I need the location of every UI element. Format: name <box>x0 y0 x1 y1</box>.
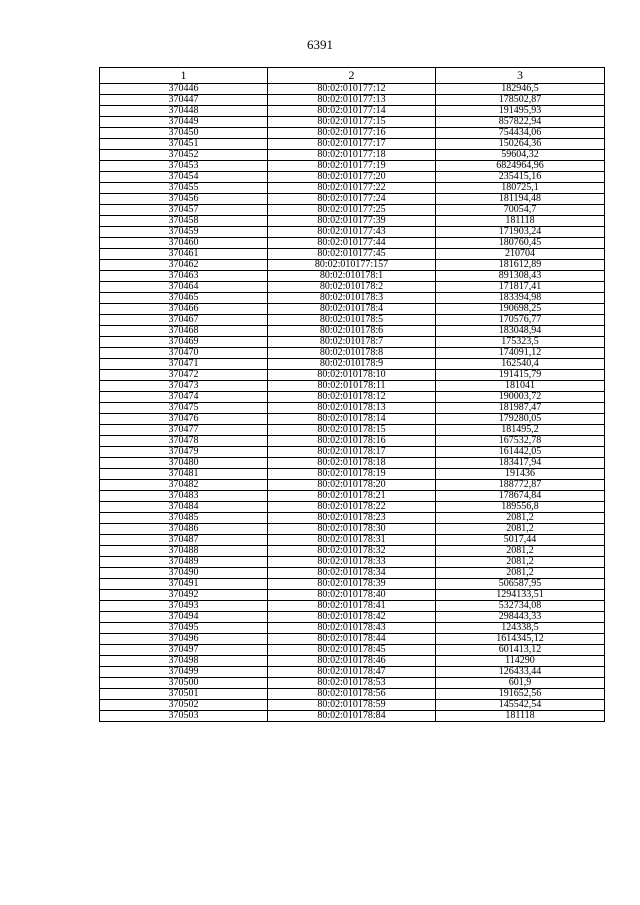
value-cell: 150264,36 <box>436 139 605 150</box>
row-number-cell: 370458 <box>100 216 268 227</box>
row-number-cell: 370491 <box>100 579 268 590</box>
row-number-cell: 370448 <box>100 106 268 117</box>
cadastral-number-cell: 80:02:010177:44 <box>268 238 436 249</box>
value-cell: 2081,2 <box>436 513 605 524</box>
table-row <box>100 326 605 337</box>
cadastral-number-cell: 80:02:010178:59 <box>268 700 436 711</box>
cadastral-number-cell: 80:02:010178:10 <box>268 370 436 381</box>
cadastral-number-cell: 80:02:010178:6 <box>268 326 436 337</box>
table-row <box>100 645 605 656</box>
cadastral-number-cell: 80:02:010178:46 <box>268 656 436 667</box>
row-number-cell: 370449 <box>100 117 268 128</box>
table-row <box>100 216 605 227</box>
cadastral-number-cell: 80:02:010178:42 <box>268 612 436 623</box>
cadastral-number-cell: 80:02:010178:34 <box>268 568 436 579</box>
value-cell: 174091,12 <box>436 348 605 359</box>
cadastral-number-cell: 80:02:010178:17 <box>268 447 436 458</box>
table-row <box>100 546 605 557</box>
table-row <box>100 315 605 326</box>
row-number-cell: 370497 <box>100 645 268 656</box>
row-number-cell: 370460 <box>100 238 268 249</box>
cadastral-number-cell: 80:02:010178:8 <box>268 348 436 359</box>
value-cell: 191652,56 <box>436 689 605 700</box>
cadastral-number-cell: 80:02:010178:53 <box>268 678 436 689</box>
value-cell: 857822,94 <box>436 117 605 128</box>
value-cell: 178502,87 <box>436 95 605 106</box>
table-row <box>100 480 605 491</box>
table-row <box>100 656 605 667</box>
value-cell: 183394,98 <box>436 293 605 304</box>
table-row <box>100 601 605 612</box>
row-number-cell: 370494 <box>100 612 268 623</box>
row-number-cell: 370487 <box>100 535 268 546</box>
row-number-cell: 370462 <box>100 260 268 271</box>
cadastral-number-cell: 80:02:010177:157 <box>268 260 436 271</box>
table-row <box>100 678 605 689</box>
table-row <box>100 128 605 139</box>
value-cell: 181118 <box>436 711 605 722</box>
value-cell: 181041 <box>436 381 605 392</box>
cadastral-number-cell: 80:02:010178:43 <box>268 623 436 634</box>
row-number-cell: 370446 <box>100 84 268 95</box>
cadastral-number-cell: 80:02:010178:16 <box>268 436 436 447</box>
table-row <box>100 403 605 414</box>
row-number-cell: 370496 <box>100 634 268 645</box>
cadastral-number-cell: 80:02:010178:4 <box>268 304 436 315</box>
cadastral-number-cell: 80:02:010178:20 <box>268 480 436 491</box>
cadastral-number-cell: 80:02:010177:20 <box>268 172 436 183</box>
cadastral-number-cell: 80:02:010178:13 <box>268 403 436 414</box>
column-header-1: 1 <box>100 68 268 84</box>
row-number-cell: 370489 <box>100 557 268 568</box>
row-number-cell: 370453 <box>100 161 268 172</box>
row-number-cell: 370479 <box>100 447 268 458</box>
header-row <box>100 68 605 84</box>
value-cell: 191495,93 <box>436 106 605 117</box>
cadastral-number-cell: 80:02:010177:16 <box>268 128 436 139</box>
value-cell: 70054,7 <box>436 205 605 216</box>
value-cell: 124338,5 <box>436 623 605 634</box>
table-row <box>100 348 605 359</box>
value-cell: 181495,2 <box>436 425 605 436</box>
table-row <box>100 84 605 95</box>
cadastral-number-cell: 80:02:010178:19 <box>268 469 436 480</box>
value-cell: 183048,94 <box>436 326 605 337</box>
table-row <box>100 700 605 711</box>
table-row <box>100 689 605 700</box>
row-number-cell: 370447 <box>100 95 268 106</box>
row-number-cell: 370474 <box>100 392 268 403</box>
cadastral-number-cell: 80:02:010178:32 <box>268 546 436 557</box>
row-number-cell: 370502 <box>100 700 268 711</box>
table-row <box>100 381 605 392</box>
value-cell: 161442,05 <box>436 447 605 458</box>
value-cell: 891308,43 <box>436 271 605 282</box>
row-number-cell: 370492 <box>100 590 268 601</box>
cadastral-number-cell: 80:02:010177:15 <box>268 117 436 128</box>
table-row <box>100 172 605 183</box>
table-row <box>100 568 605 579</box>
row-number-cell: 370450 <box>100 128 268 139</box>
row-number-cell: 370475 <box>100 403 268 414</box>
row-number-cell: 370486 <box>100 524 268 535</box>
value-cell: 1614345,12 <box>436 634 605 645</box>
row-number-cell: 370501 <box>100 689 268 700</box>
table-row <box>100 469 605 480</box>
cadastral-number-cell: 80:02:010178:22 <box>268 502 436 513</box>
value-cell: 210704 <box>436 249 605 260</box>
table-row <box>100 623 605 634</box>
value-cell: 2081,2 <box>436 557 605 568</box>
row-number-cell: 370490 <box>100 568 268 579</box>
cadastral-number-cell: 80:02:010178:1 <box>268 271 436 282</box>
cadastral-number-cell: 80:02:010178:21 <box>268 491 436 502</box>
cadastral-number-cell: 80:02:010177:18 <box>268 150 436 161</box>
table-row <box>100 161 605 172</box>
cadastral-number-cell: 80:02:010177:14 <box>268 106 436 117</box>
column-header-2: 2 <box>268 68 436 84</box>
table-row <box>100 205 605 216</box>
cadastral-number-cell: 80:02:010178:45 <box>268 645 436 656</box>
table-row <box>100 502 605 513</box>
cadastral-number-cell: 80:02:010177:22 <box>268 183 436 194</box>
value-cell: 189556,8 <box>436 502 605 513</box>
cadastral-number-cell: 80:02:010178:3 <box>268 293 436 304</box>
cadastral-number-cell: 80:02:010178:11 <box>268 381 436 392</box>
table-row <box>100 711 605 722</box>
table-row <box>100 370 605 381</box>
value-cell: 59604,32 <box>436 150 605 161</box>
table-row <box>100 612 605 623</box>
row-number-cell: 370476 <box>100 414 268 425</box>
row-number-cell: 370459 <box>100 227 268 238</box>
row-number-cell: 370467 <box>100 315 268 326</box>
value-cell: 298443,33 <box>436 612 605 623</box>
cadastral-number-cell: 80:02:010178:31 <box>268 535 436 546</box>
table-row <box>100 117 605 128</box>
value-cell: 1294133,51 <box>436 590 605 601</box>
row-number-cell: 370480 <box>100 458 268 469</box>
table-row <box>100 183 605 194</box>
value-cell: 532734,08 <box>436 601 605 612</box>
value-cell: 126433,44 <box>436 667 605 678</box>
row-number-cell: 370482 <box>100 480 268 491</box>
column-header-3: 3 <box>436 68 605 84</box>
table-row <box>100 524 605 535</box>
value-cell: 171817,41 <box>436 282 605 293</box>
row-number-cell: 370485 <box>100 513 268 524</box>
table-row <box>100 304 605 315</box>
table-row <box>100 557 605 568</box>
value-cell: 179280,05 <box>436 414 605 425</box>
row-number-cell: 370499 <box>100 667 268 678</box>
row-number-cell: 370484 <box>100 502 268 513</box>
value-cell: 2081,2 <box>436 524 605 535</box>
cadastral-number-cell: 80:02:010178:30 <box>268 524 436 535</box>
row-number-cell: 370456 <box>100 194 268 205</box>
cadastral-number-cell: 80:02:010177:43 <box>268 227 436 238</box>
cadastral-number-cell: 80:02:010178:47 <box>268 667 436 678</box>
row-number-cell: 370478 <box>100 436 268 447</box>
cadastral-number-cell: 80:02:010177:13 <box>268 95 436 106</box>
value-cell: 170576,77 <box>436 315 605 326</box>
table-row <box>100 282 605 293</box>
table-row <box>100 238 605 249</box>
table-row <box>100 293 605 304</box>
table-row <box>100 260 605 271</box>
cadastral-number-cell: 80:02:010178:39 <box>268 579 436 590</box>
value-cell: 191436 <box>436 469 605 480</box>
table-row <box>100 447 605 458</box>
table-row <box>100 227 605 238</box>
value-cell: 178674,84 <box>436 491 605 502</box>
cadastral-number-cell: 80:02:010178:56 <box>268 689 436 700</box>
table-row <box>100 634 605 645</box>
value-cell: 2081,2 <box>436 568 605 579</box>
value-cell: 754434,06 <box>436 128 605 139</box>
cadastral-number-cell: 80:02:010178:33 <box>268 557 436 568</box>
registry-table <box>99 67 605 722</box>
cadastral-number-cell: 80:02:010177:12 <box>268 84 436 95</box>
value-cell: 175323,5 <box>436 337 605 348</box>
value-cell: 183417,94 <box>436 458 605 469</box>
table-row <box>100 392 605 403</box>
page-number: 6391 <box>307 37 333 52</box>
table-row <box>100 436 605 447</box>
cadastral-number-cell: 80:02:010178:18 <box>268 458 436 469</box>
row-number-cell: 370455 <box>100 183 268 194</box>
table-row <box>100 194 605 205</box>
table-row <box>100 271 605 282</box>
row-number-cell: 370483 <box>100 491 268 502</box>
value-cell: 171903,24 <box>436 227 605 238</box>
row-number-cell: 370469 <box>100 337 268 348</box>
cadastral-number-cell: 80:02:010177:19 <box>268 161 436 172</box>
table-row <box>100 337 605 348</box>
cadastral-number-cell: 80:02:010178:44 <box>268 634 436 645</box>
value-cell: 180760,45 <box>436 238 605 249</box>
value-cell: 180725,1 <box>436 183 605 194</box>
value-cell: 190003,72 <box>436 392 605 403</box>
row-number-cell: 370498 <box>100 656 268 667</box>
row-number-cell: 370463 <box>100 271 268 282</box>
cadastral-number-cell: 80:02:010178:40 <box>268 590 436 601</box>
table-row <box>100 106 605 117</box>
table-row <box>100 513 605 524</box>
value-cell: 601,9 <box>436 678 605 689</box>
row-number-cell: 370468 <box>100 326 268 337</box>
value-cell: 181194,48 <box>436 194 605 205</box>
row-number-cell: 370493 <box>100 601 268 612</box>
row-number-cell: 370461 <box>100 249 268 260</box>
row-number-cell: 370477 <box>100 425 268 436</box>
table-row <box>100 667 605 678</box>
row-number-cell: 370500 <box>100 678 268 689</box>
row-number-cell: 370471 <box>100 359 268 370</box>
table-body <box>100 84 605 722</box>
table-row <box>100 249 605 260</box>
value-cell: 145542,54 <box>436 700 605 711</box>
value-cell: 190698,25 <box>436 304 605 315</box>
value-cell: 114290 <box>436 656 605 667</box>
row-number-cell: 370481 <box>100 469 268 480</box>
value-cell: 601413,12 <box>436 645 605 656</box>
row-number-cell: 370472 <box>100 370 268 381</box>
row-number-cell: 370495 <box>100 623 268 634</box>
cadastral-number-cell: 80:02:010177:17 <box>268 139 436 150</box>
row-number-cell: 370457 <box>100 205 268 216</box>
table-row <box>100 139 605 150</box>
value-cell: 181118 <box>436 216 605 227</box>
table-row <box>100 95 605 106</box>
value-cell: 5017,44 <box>436 535 605 546</box>
table-row <box>100 150 605 161</box>
value-cell: 162540,4 <box>436 359 605 370</box>
cadastral-number-cell: 80:02:010178:23 <box>268 513 436 524</box>
row-number-cell: 370464 <box>100 282 268 293</box>
row-number-cell: 370466 <box>100 304 268 315</box>
cadastral-number-cell: 80:02:010178:5 <box>268 315 436 326</box>
value-cell: 181987,47 <box>436 403 605 414</box>
row-number-cell: 370503 <box>100 711 268 722</box>
table-row <box>100 590 605 601</box>
cadastral-number-cell: 80:02:010177:24 <box>268 194 436 205</box>
row-number-cell: 370452 <box>100 150 268 161</box>
value-cell: 191415,79 <box>436 370 605 381</box>
cadastral-number-cell: 80:02:010178:2 <box>268 282 436 293</box>
cadastral-number-cell: 80:02:010178:9 <box>268 359 436 370</box>
value-cell: 182946,5 <box>436 84 605 95</box>
table-row <box>100 425 605 436</box>
cadastral-number-cell: 80:02:010178:12 <box>268 392 436 403</box>
value-cell: 506587,95 <box>436 579 605 590</box>
table-row <box>100 579 605 590</box>
cadastral-number-cell: 80:02:010178:7 <box>268 337 436 348</box>
row-number-cell: 370451 <box>100 139 268 150</box>
cadastral-number-cell: 80:02:010178:84 <box>268 711 436 722</box>
value-cell: 2081,2 <box>436 546 605 557</box>
cadastral-number-cell: 80:02:010177:45 <box>268 249 436 260</box>
row-number-cell: 370454 <box>100 172 268 183</box>
table-row <box>100 414 605 425</box>
cadastral-number-cell: 80:02:010178:14 <box>268 414 436 425</box>
row-number-cell: 370470 <box>100 348 268 359</box>
value-cell: 167532,78 <box>436 436 605 447</box>
value-cell: 6824964,96 <box>436 161 605 172</box>
cadastral-number-cell: 80:02:010177:25 <box>268 205 436 216</box>
row-number-cell: 370488 <box>100 546 268 557</box>
table-row <box>100 491 605 502</box>
table-row <box>100 359 605 370</box>
value-cell: 181612,89 <box>436 260 605 271</box>
table-row <box>100 458 605 469</box>
row-number-cell: 370465 <box>100 293 268 304</box>
value-cell: 235415,16 <box>436 172 605 183</box>
value-cell: 188772,87 <box>436 480 605 491</box>
cadastral-number-cell: 80:02:010177:39 <box>268 216 436 227</box>
table-row <box>100 535 605 546</box>
row-number-cell: 370473 <box>100 381 268 392</box>
cadastral-number-cell: 80:02:010178:15 <box>268 425 436 436</box>
cadastral-number-cell: 80:02:010178:41 <box>268 601 436 612</box>
